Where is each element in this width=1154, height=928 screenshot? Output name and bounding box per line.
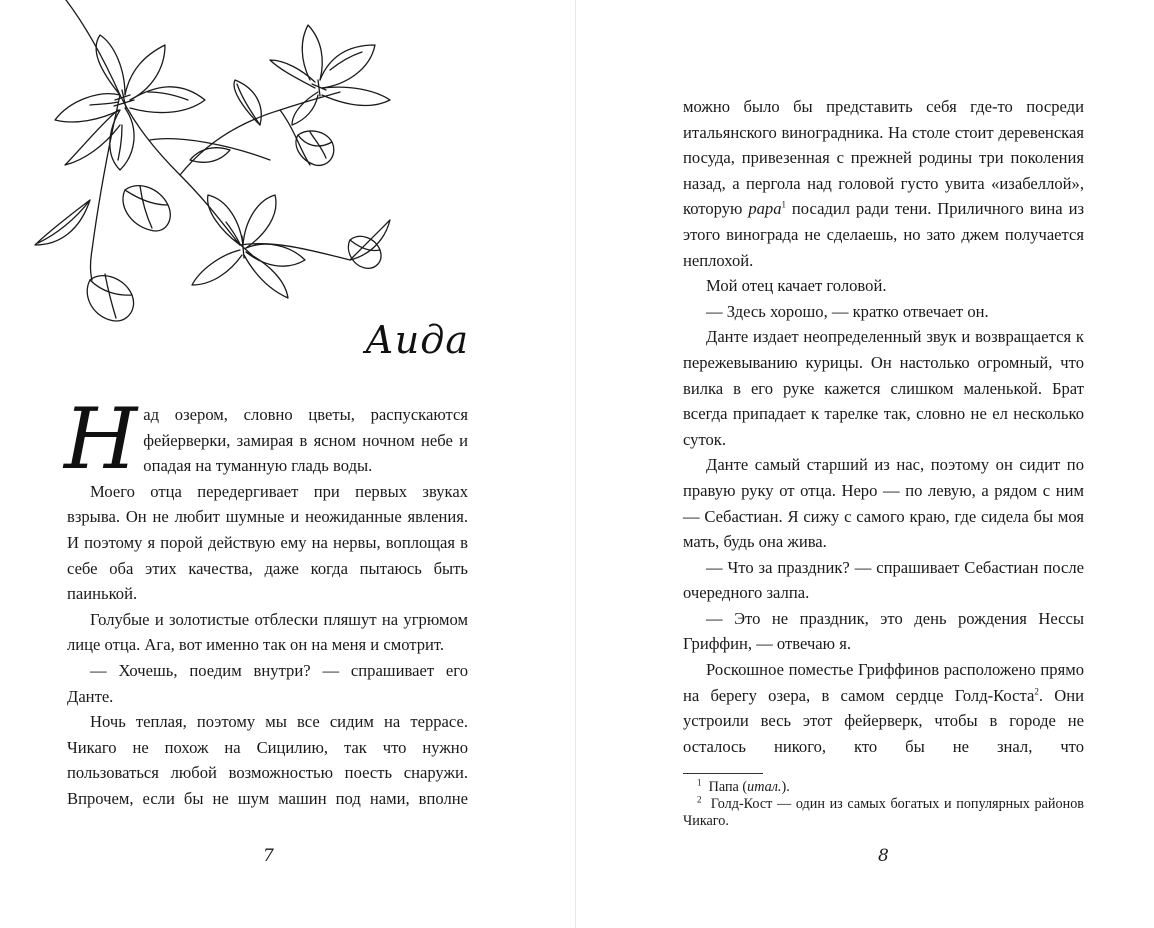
- footnote-ref: 1: [781, 199, 786, 210]
- text-run: ).: [781, 779, 790, 795]
- footnote-separator: [683, 773, 763, 774]
- drop-cap: Н: [64, 390, 138, 488]
- paragraph: Голубые и золотистые отблески пляшут на угрюмом лице отца. Ага, вот именно так он на меня и смотрит.: [67, 609, 468, 655]
- footnote-number: 1: [697, 777, 702, 788]
- footnotes: [683, 779, 1084, 830]
- footnote-number: 2: [697, 794, 702, 805]
- bud-4: [348, 236, 381, 268]
- magnolia-illustration: [30, 0, 400, 330]
- leaves: [35, 80, 390, 260]
- paragraph: — Здесь хорошо, — кратко отвечает он.: [706, 301, 989, 321]
- continued-paragraph: [683, 94, 1084, 273]
- paragraph: [683, 657, 1084, 759]
- opening-text: ад озером, словно цветы, распускаются фейерверки, замирая в ясном ночном небе и опадая на туманную гладь воды.: [143, 405, 468, 476]
- text-run: Папа (: [708, 779, 748, 795]
- italic-word: итал.: [747, 779, 782, 795]
- paragraph: — Это не праздник, это день рождения Нессы Гриффин, — отвечаю я.: [683, 608, 1084, 654]
- flower-large-2: [270, 25, 390, 125]
- page-number: 8: [878, 846, 889, 866]
- footnote: [683, 796, 1084, 830]
- right-page: [576, 0, 1154, 928]
- opening-paragraph: [64, 390, 468, 488]
- paragraph: Мой отец качает головой.: [706, 276, 887, 296]
- chapter-title: Аида: [365, 318, 469, 362]
- footnote: [683, 779, 1084, 796]
- paragraph: Ночь теплая, поэтому мы все сидим на террасе. Чикаго не похож на Сицилию, так что нужно пользоваться любой возможностью поесть снаружи. Впрочем, если бы не шум машин под нами, вполне: [67, 712, 468, 808]
- text-run: посадил ради тени. Приличного вина из этого винограда не сделаешь, но зато джем получается неплохой.: [683, 199, 1084, 270]
- text-run: Голд-Кост — один из самых богатых и популярных районов Чикаго.: [683, 796, 1084, 829]
- left-body-text: [64, 390, 468, 812]
- paragraph: Данте издает неопределенный звук и возвращается к пережевыванию курицы. Он настолько огромный, что вилка в его руке кажется слишком маленькой. Брат всегда припадает к тарелке так, словно не ел несколько суток.: [683, 327, 1084, 449]
- paragraph: Моего отца передергивает при первых звуках взрыва. Он не любит шумные и неожиданные явления. И поэтому я порой действую ему на нервы, воплощая в себе оба этих качества, даже когда пытаюсь быть паинькой.: [67, 481, 468, 604]
- footnote-ref: 2: [1034, 686, 1039, 697]
- text-run: можно было бы представить себя где-то посреди итальянского виноградника. На столе стоит деревенская посуда, привезенная с прежней родины три поколения назад, а пергола над головой густо увита «изабеллой», которую: [683, 97, 1084, 219]
- paragraph: Данте самый старший из нас, поэтому он сидит по правую руку от отца. Неро — по левую, а рядом с ним — Себастиан. Я сижу с самого краю, где сидела бы моя мать, будь она жива.: [683, 455, 1084, 552]
- right-body-text: [683, 94, 1084, 759]
- text-run: Роскошное поместье Гриффинов расположено прямо на берегу озера, в самом сердце Голд-Коста: [683, 660, 1084, 705]
- text-run: . Они устроили весь этот фейерверк, чтобы в городе не осталось никого, кто бы не знал, что: [683, 685, 1084, 756]
- bud-3: [87, 250, 133, 321]
- paragraph: — Хочешь, поедим внутри? — спрашивает его Данте.: [67, 660, 468, 706]
- flower-large-1: [55, 35, 205, 170]
- left-page: [0, 0, 575, 928]
- paragraph: — Что за праздник? — спрашивает Себастиан после очередного залпа.: [683, 557, 1084, 603]
- bud-2: [123, 186, 170, 231]
- page-number: 7: [263, 846, 274, 866]
- italic-word: papa: [748, 199, 782, 219]
